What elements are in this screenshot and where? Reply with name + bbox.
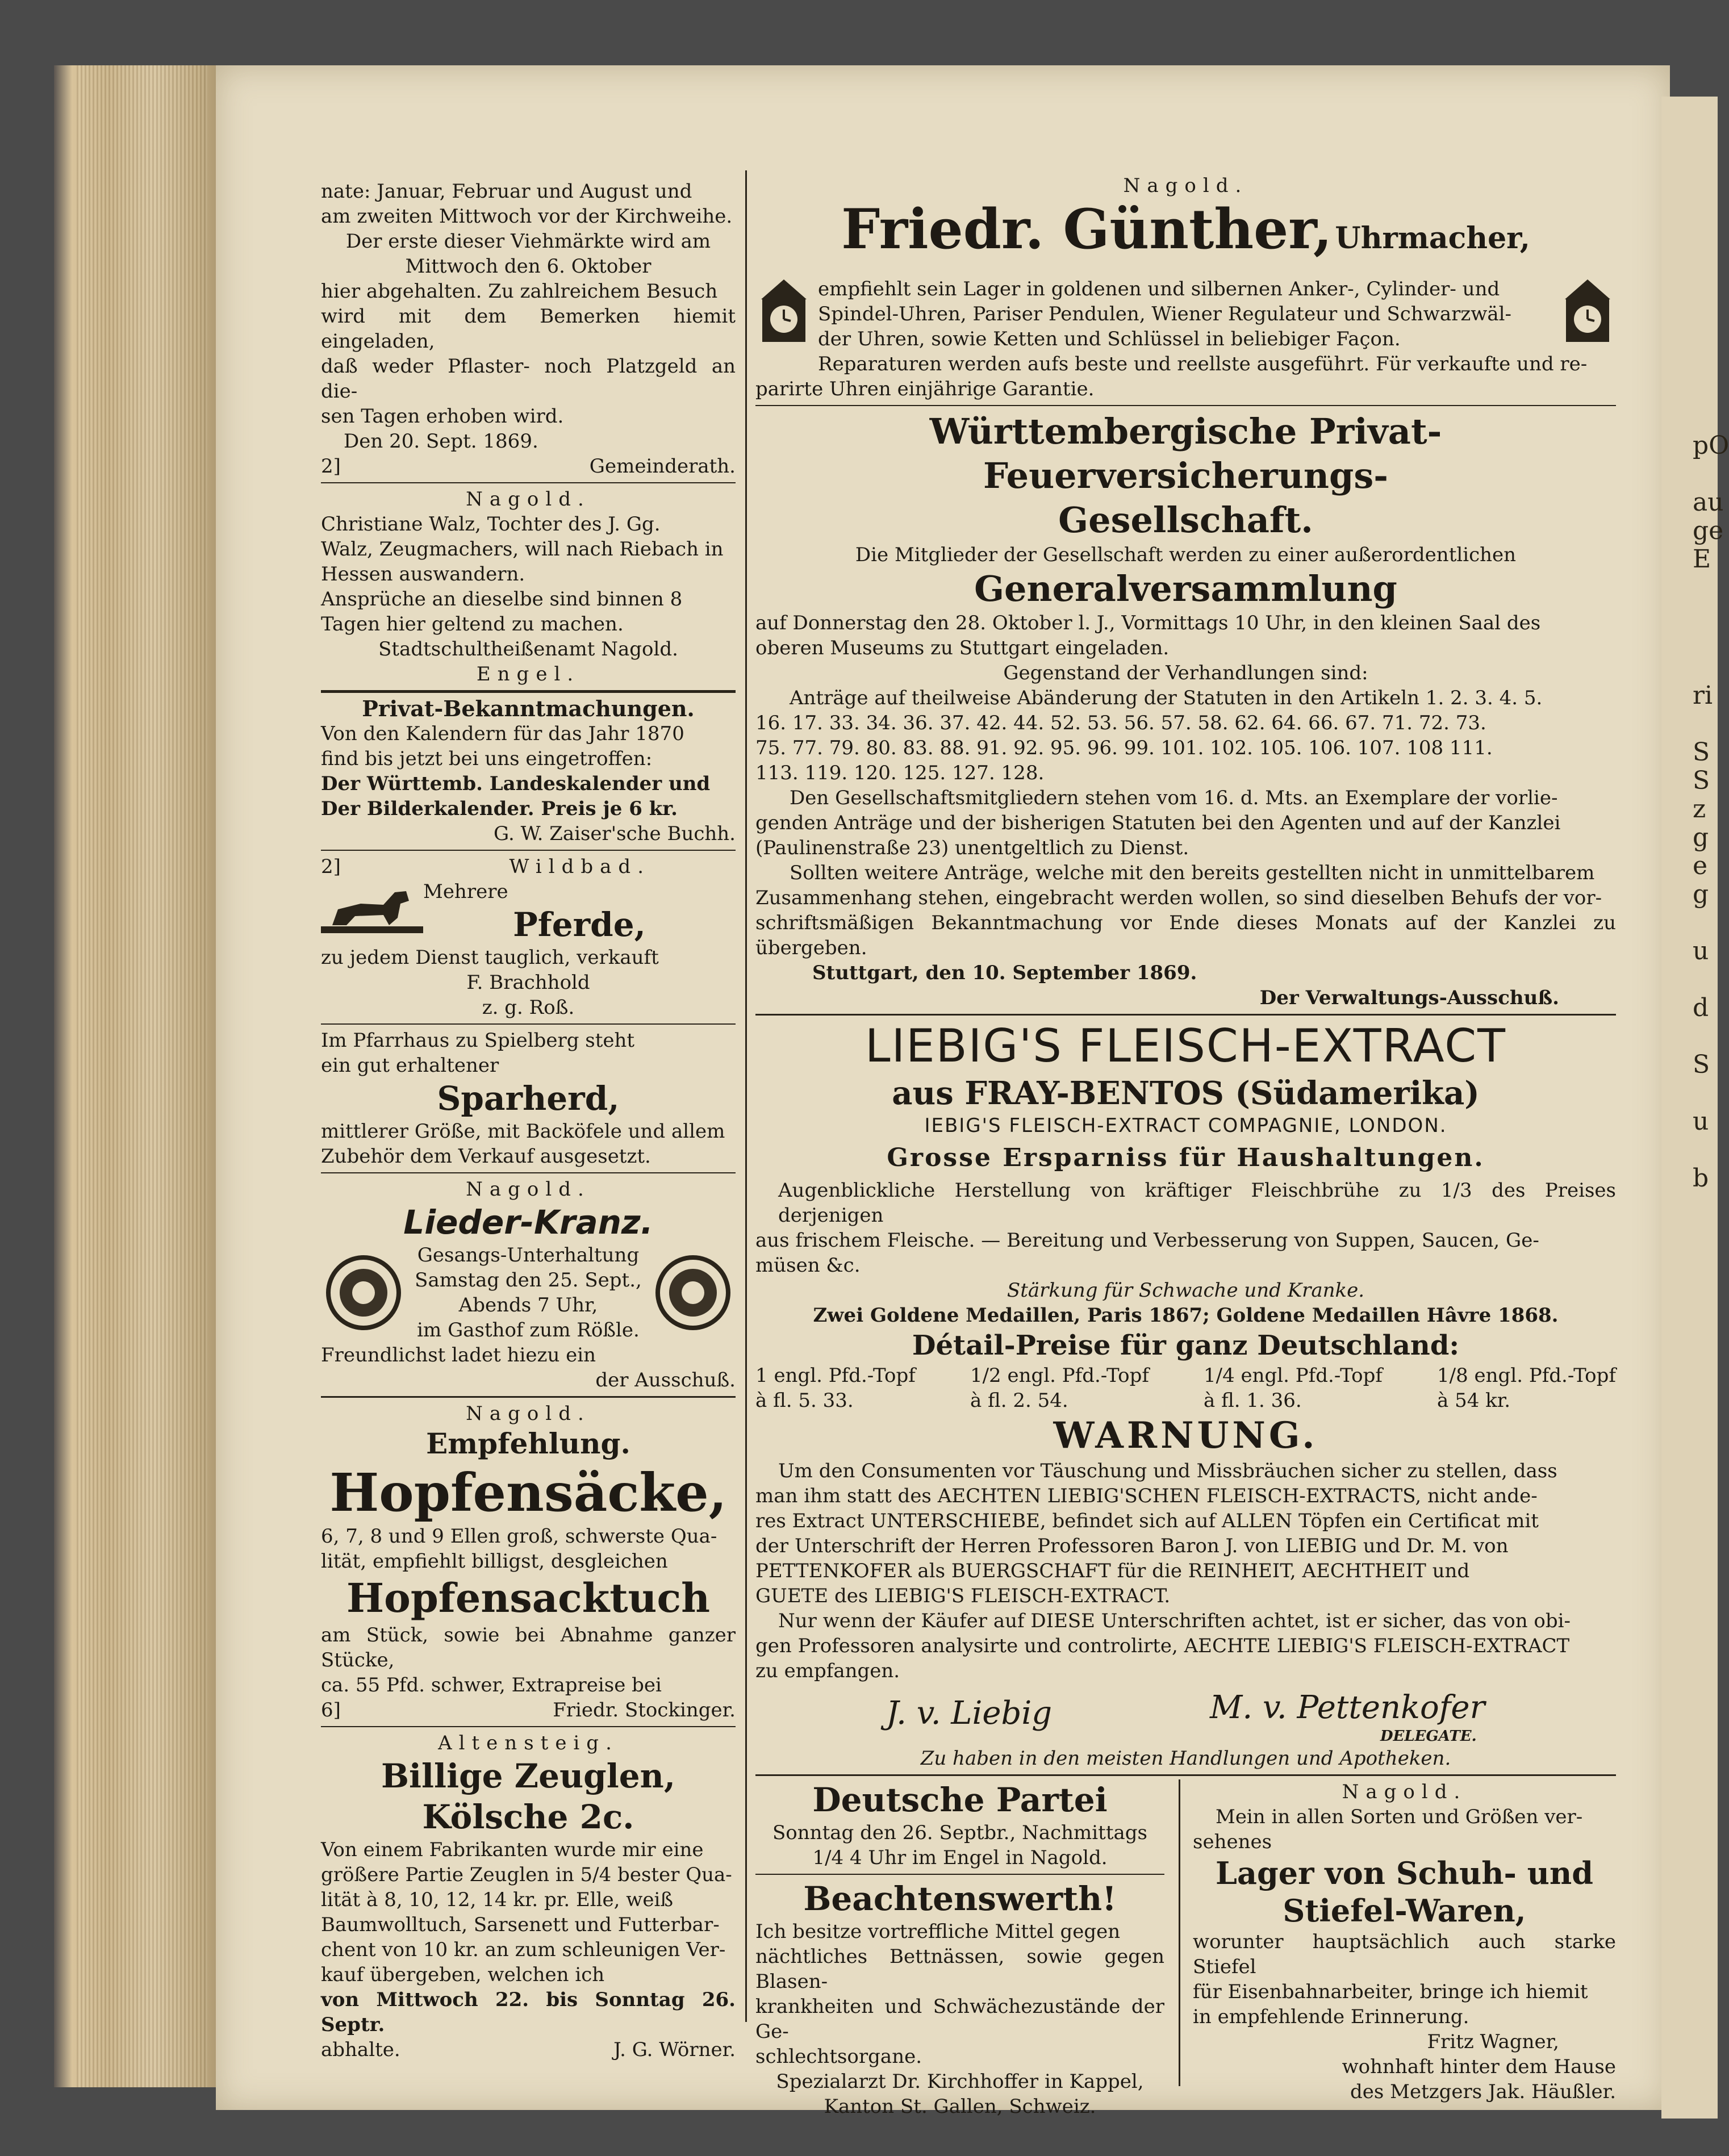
notice-line: Hessen auswandern. <box>321 563 525 586</box>
notice-line: Tagen hier geltend zu machen. <box>321 613 624 636</box>
medal-icon <box>650 1250 736 1335</box>
notice-line: Walz, Zeugmachers, will nach Riebach in <box>321 538 724 561</box>
signer: z. g. Roß. <box>482 996 575 1019</box>
edge-fragment: pO <box>1693 431 1729 460</box>
notice-line: Mein in allen Sorten und Größen ver- <box>1216 1806 1583 1828</box>
notice-line: nate: Januar, Februar und August und <box>321 180 692 203</box>
medal-icon <box>321 1250 406 1335</box>
notice-line: der Uhren, sowie Ketten und Schlüssel in beliebiger Façon. <box>818 328 1401 350</box>
notice-line: Um den Consumenten vor Täuschung und Missbräuchen sicher zu stellen, dass <box>778 1460 1557 1482</box>
price-size: 1/8 engl. Pfd.-Topf <box>1437 1364 1616 1387</box>
place: Wildbad. <box>509 855 650 878</box>
notice-line: Freundlichst ladet hiezu ein <box>321 1344 596 1367</box>
notice-line: oberen Museums zu Stuttgart eingeladen. <box>755 637 1170 659</box>
ad-title: Billige Zeuglen, <box>381 1757 676 1795</box>
section-divider <box>321 1396 736 1398</box>
price-item <box>1204 1363 1383 1413</box>
notice-date: Stuttgart, den 10. September 1869. <box>812 962 1197 984</box>
notice-line: Augenblickliche Herstellung von kräftiger Fleischbrühe zu 1/3 des Preises derjenigen <box>778 1179 1616 1227</box>
notice-line: (Paulinenstraße 23) unentgeltlich zu Dienst. <box>755 837 1189 859</box>
notice-line: für Eisenbahnarbeiter, bringe ich hiemit <box>1193 1980 1588 2003</box>
signer: Der Verwaltungs-Ausschuß. <box>1259 987 1559 1009</box>
ad-title: Kölsche 2c. <box>422 1798 634 1836</box>
notice-line: find bis jetzt bei uns eingetroffen: <box>321 747 653 770</box>
divider <box>755 405 1616 406</box>
notice-line: PETTENKOFER als BUERGSCHAFT für die REINHEIT, AECHTHEIT und <box>755 1560 1470 1582</box>
notice-line: daß weder Pflaster- noch Platzgeld an die- <box>321 355 736 403</box>
notice-line: aus frischem Fleische. — Bereitung und Verbesserung von Suppen, Saucen, Ge- <box>755 1229 1539 1252</box>
notice-line: Der Bilderkalender. Preis je 6 kr. <box>321 797 678 820</box>
edge-fragment: ge <box>1693 516 1724 545</box>
signer: Gemeinderath. <box>589 455 736 478</box>
left-column <box>321 179 736 2062</box>
notice-line: müsen &c. <box>755 1254 861 1277</box>
notice-line: Mittwoch den 6. Oktober <box>405 255 651 278</box>
ad-heading: Détail-Preise für ganz Deutschland: <box>912 1330 1460 1361</box>
edge-fragment: g <box>1693 880 1709 909</box>
watchmaker-ad <box>755 173 1616 402</box>
signer: J. G. Wörner. <box>613 2038 736 2061</box>
signer: Spezialarzt Dr. Kirchhoffer in Kappel, <box>776 2070 1144 2093</box>
ad-title: Sparherd, <box>437 1079 620 1118</box>
notice-line: Die Mitglieder der Gesellschaft werden zu einer außerordentlichen <box>855 544 1517 566</box>
edge-fragment: ri <box>1693 681 1713 710</box>
notice-line: 16. 17. 33. 34. 36. 37. 42. 44. 52. 53. 56. 57. 58. 62. 64. 66. 67. 71. 72. 73. <box>755 712 1486 734</box>
ad-heading: Generalversammlung <box>974 568 1397 609</box>
price-value: à 54 kr. <box>1437 1389 1511 1412</box>
ad-title: Beachtenswerth! <box>803 1879 1117 1918</box>
column-divider <box>745 170 747 2022</box>
clock-icon <box>755 277 812 345</box>
place: Nagold. <box>1342 1781 1467 1803</box>
place: Nagold. <box>466 488 591 511</box>
notice-line: GUETE des LIEBIG'S FLEISCH-EXTRACT. <box>755 1585 1171 1607</box>
divider <box>321 850 736 851</box>
ad-title: Friedr. Günther, <box>841 197 1333 261</box>
signer: Engel. <box>476 663 580 686</box>
ref-mark: 2] <box>321 855 341 878</box>
notice-line: zu empfangen. <box>755 1660 900 1682</box>
horses-ad <box>321 854 736 1020</box>
notice-line: am zweiten Mittwoch vor der Kirchweihe. <box>321 205 733 228</box>
ad-subtitle: aus FRAY-BENTOS (Südamerika) <box>892 1075 1480 1112</box>
delegate-mark: DELEGATE. <box>1380 1728 1477 1745</box>
notice-line: abhalte. <box>321 2038 400 2061</box>
notice-line: auf Donnerstag den 28. Oktober l. J., Vormittags 10 Uhr, in den kleinen Saal des <box>755 612 1541 634</box>
notice-line: Ich besitze vortreffliche Mittel gegen <box>755 1920 1121 1943</box>
stove-ad <box>321 1028 736 1169</box>
edge-fragment: d <box>1693 993 1709 1022</box>
notice-line: genden Anträge und der bisherigen Statuten bei den Agenten und auf der Kanzlei <box>755 812 1561 834</box>
remedy-ad <box>755 1878 1164 2119</box>
ad-title: Lieder-Kranz. <box>403 1203 653 1242</box>
hop-sacks-ad <box>321 1401 736 1723</box>
trade: Uhrmacher, <box>1335 221 1530 256</box>
price-size: 1 engl. Pfd.-Topf <box>755 1364 916 1387</box>
price-value: à fl. 1. 36. <box>1203 1389 1302 1412</box>
notice-line: wird mit dem Bemerken hiemit eingeladen, <box>321 305 736 353</box>
book-binding <box>54 65 236 2087</box>
notice-line: Samstag den 25. Sept., <box>415 1269 642 1292</box>
intro: Mehrere <box>423 880 508 903</box>
edge-fragment: S <box>1693 738 1710 767</box>
edge-fragment: au <box>1693 488 1724 517</box>
section-divider <box>321 690 736 693</box>
price-item <box>755 1363 916 1413</box>
price-size: 1/2 engl. Pfd.-Topf <box>970 1364 1149 1387</box>
place: Nagold. <box>466 1402 591 1425</box>
notice-line: Der erste dieser Viehmärkte wird am <box>345 230 711 253</box>
notice-line: 1/4 4 Uhr im Engel in Nagold. <box>812 1846 1108 1869</box>
price-value: à fl. 5. 33. <box>755 1389 854 1412</box>
notice-line: lität à 8, 10, 12, 14 kr. pr. Elle, weiß <box>321 1888 674 1911</box>
notice-line: Reparaturen werden aufs beste und reellste ausgeführt. Für verkaufte und re- <box>818 353 1588 375</box>
divider <box>755 1874 1164 1875</box>
notice-line: lität, empfiehlt billigst, desgleichen <box>321 1550 668 1573</box>
signer: F. Brachhold <box>466 971 590 994</box>
warning-heading: WARNUNG. <box>1053 1414 1318 1457</box>
office: Stadtschultheißenamt Nagold. <box>378 638 678 661</box>
notice-line: worunter hauptsächlich auch starke Stiefel <box>1193 1931 1616 1978</box>
ad-title: Pferde, <box>513 905 646 944</box>
right-column <box>755 173 1616 2118</box>
notice-line: gen Professoren analysirte und controlirte, AECHTE LIEBIG'S FLEISCH-EXTRACT <box>755 1635 1570 1657</box>
notice-line: man ihm statt des AECHTEN LIEBIG'SCHEN FLEISCH-EXTRACTS, nicht ande- <box>755 1485 1538 1507</box>
notice-line: sen Tagen erhoben wird. <box>321 405 564 428</box>
notice-line: Von den Kalendern für das Jahr 1870 <box>321 722 684 745</box>
ad-title: Hopfensäcke, <box>329 1462 727 1523</box>
company: IEBIG'S FLEISCH-EXTRACT COMPAGNIE, LONDON. <box>924 1114 1447 1137</box>
ref-mark: 6] <box>321 1699 341 1722</box>
ad-title: Württembergische Privat-Feuerversicherungs- <box>929 411 1442 496</box>
notice-line: empfiehlt sein Lager in goldenen und silbernen Anker-, Cylinder- und <box>818 278 1500 300</box>
notice-line: hier abgehalten. Zu zahlreichem Besuch <box>321 280 718 303</box>
edge-fragment: S <box>1693 1050 1710 1079</box>
notice-line: 75. 77. 79. 80. 83. 88. 91. 92. 95. 96. 99. 101. 102. 105. 106. 107. 108 111. <box>755 737 1493 759</box>
notice-line: Zusammenhang stehen, eingebracht werden wollen, so sind dieselben Behufs der vor- <box>755 887 1602 909</box>
cloth-ad <box>321 1731 736 2062</box>
notice-line: der Unterschrift der Herren Professoren Baron J. von LIEBIG und Dr. M. von <box>755 1535 1509 1557</box>
signatures <box>755 1683 1616 1746</box>
notice-line: Christiane Walz, Tochter des J. Gg. <box>321 513 661 536</box>
notice-line: Gegenstand der Verhandlungen sind: <box>1003 662 1368 684</box>
price-item <box>970 1363 1149 1413</box>
ad-heading: Grosse Ersparniss für Haushaltungen. <box>887 1143 1485 1172</box>
edge-fragment: u <box>1693 937 1709 966</box>
notice-line: ca. 55 Pfd. schwer, Extrapreise bei <box>321 1674 662 1697</box>
emigration-notice <box>321 487 736 687</box>
notice-line: Von einem Fabrikanten wurde mir eine <box>321 1839 704 1861</box>
notice-line: Spindel-Uhren, Pariser Pendulen, Wiener Regulateur und Schwarzwäl- <box>818 303 1511 325</box>
signer: Friedr. Stockinger. <box>553 1699 736 1722</box>
signer: des Metzgers Jak. Häußler. <box>1350 2080 1616 2103</box>
notice-line: krankheiten und Schwächezustände der Ge- <box>755 1995 1164 2043</box>
notice-line: chent von 10 kr. an zum schleunigen Ver- <box>321 1938 726 1961</box>
signer: Fritz Wagner, <box>1427 2030 1559 2053</box>
bottom-ads <box>755 1779 1616 2118</box>
price-size: 1/4 engl. Pfd.-Topf <box>1203 1364 1383 1387</box>
notice-line: Abends 7 Uhr, <box>458 1294 598 1317</box>
place: Nagold. <box>1123 174 1248 197</box>
section-heading: Privat-Bekanntmachungen. <box>362 696 695 721</box>
edge-fragment: S <box>1693 766 1710 795</box>
notice-line: Ansprüche an dieselbe sind binnen 8 <box>321 588 683 611</box>
ad-title: Lager von Schuh- und <box>1216 1855 1593 1891</box>
edge-fragment: u <box>1693 1107 1709 1136</box>
notice-line: mittlerer Größe, mit Backöfele und allem <box>321 1120 725 1143</box>
pettenkofer-signature: M. v. Pettenkofer <box>1210 1689 1485 1726</box>
price-list <box>755 1363 1616 1413</box>
notice-date: Den 20. Sept. 1869. <box>344 430 538 453</box>
liebig-ad <box>755 1019 1616 1771</box>
section-divider <box>755 1014 1616 1016</box>
notice-line: 113. 119. 120. 125. 127. 128. <box>755 762 1045 784</box>
notice-line: Den Gesellschaftsmitgliedern stehen vom 16. d. Mts. an Exemplare der vorlie- <box>790 787 1558 809</box>
bottom-left-ads <box>755 1779 1164 2119</box>
signer: der Ausschuß. <box>595 1369 736 1392</box>
notice-line: kauf übergeben, welchen ich <box>321 1963 605 1986</box>
notice-line: Im Pfarrhaus zu Spielberg steht <box>321 1029 635 1052</box>
signer: Kanton St. Gallen, Schweiz. <box>824 2095 1096 2118</box>
notice-line: 6, 7, 8 und 9 Ellen groß, schwerste Qua- <box>321 1525 717 1548</box>
private-notices <box>321 696 736 846</box>
clock-icon <box>1559 277 1616 345</box>
next-page-edge <box>1661 97 1729 2119</box>
divider <box>321 1726 736 1727</box>
notice-line: nächtliches Bettnässen, sowie gegen Blasen- <box>755 1945 1164 1993</box>
divider <box>321 1172 736 1173</box>
notice-line: Sonntag den 26. Septbr., Nachmittags <box>772 1821 1147 1844</box>
notice-line: Nur wenn der Käufer auf DIESE Unterschriften achtet, ist er sicher, das von obi- <box>778 1610 1571 1632</box>
notice-line: Anträge auf theilweise Abänderung der Statuten in den Artikeln 1. 2. 3. 4. 5. <box>790 687 1543 709</box>
notice-line: Baumwolltuch, Sarsenett und Futterbar- <box>321 1913 720 1936</box>
edge-fragment: b <box>1693 1164 1709 1193</box>
divider <box>321 482 736 483</box>
horse-icon <box>321 887 423 938</box>
notice-line: schriftsmäßigen Bekanntmachung vor Ende dieses Monats auf der Kanzlei zu übergeben. <box>755 912 1616 959</box>
notice-line: res Extract UNTERSCHIEBE, befindet sich auf ALLEN Töpfen ein Certificat mit <box>755 1510 1539 1532</box>
column-divider <box>1179 1779 1180 2086</box>
notice-line: Zubehör dem Verkauf ausgesetzt. <box>321 1145 651 1168</box>
divider <box>321 1023 736 1025</box>
notice-line: sehenes <box>1193 1831 1272 1853</box>
notice-line: im Gasthof zum Rößle. <box>417 1319 640 1342</box>
edge-fragment: E <box>1693 545 1711 574</box>
footer: Zu haben in den meisten Handlungen und Apotheken. <box>920 1747 1451 1770</box>
ad-title: Deutsche Partei <box>812 1781 1108 1819</box>
ad-title: Gesellschaft. <box>1058 499 1313 541</box>
notice-line: ein gut erhaltener <box>321 1054 499 1077</box>
ad-heading: Empfehlung. <box>426 1427 630 1460</box>
place: Nagold. <box>466 1178 591 1201</box>
tagline: Stärkung für Schwache und Kranke. <box>1007 1279 1365 1302</box>
notice-line: Gesangs-Unterhaltung <box>417 1244 640 1267</box>
ad-title: LIEBIG'S FLEISCH-EXTRACT <box>865 1019 1506 1072</box>
notice-line: von Mittwoch 22. bis Sonntag 26. Septr. <box>321 1988 736 2036</box>
insurance-notice <box>755 410 1616 1010</box>
ad-title: Hopfensacktuch <box>346 1574 710 1622</box>
notice-line: Sollten weitere Anträge, welche mit den bereits gestellten nicht in unmittelbarem <box>790 862 1595 884</box>
edge-fragment: z <box>1693 795 1706 824</box>
notice-line: parirte Uhren einjährige Garantie. <box>755 378 1095 400</box>
ref-mark: 2] <box>321 455 341 478</box>
place: Altensteig. <box>438 1732 619 1754</box>
party-notice <box>755 1779 1164 1870</box>
edge-fragment: g <box>1693 823 1709 852</box>
notice-line: in empfehlende Erinnerung. <box>1193 2005 1469 2028</box>
notice-line: zu jedem Dienst tauglich, verkauft <box>321 946 659 969</box>
signer: wohnhaft hinter dem Hause <box>1342 2055 1616 2078</box>
notice-line: schlechtsorgane. <box>755 2045 922 2068</box>
medals: Zwei Goldene Medaillen, Paris 1867; Goldene Medaillen Hâvre 1868. <box>813 1304 1559 1327</box>
section-divider <box>755 1774 1616 1776</box>
ad-title: Stiefel-Waren, <box>1283 1892 1526 1929</box>
cattle-market-notice <box>321 179 736 479</box>
choir-ad <box>321 1177 736 1393</box>
price-value: à fl. 2. 54. <box>970 1389 1068 1412</box>
price-item <box>1437 1363 1616 1413</box>
notice-line: größere Partie Zeuglen in 5/4 bester Qua- <box>321 1863 732 1886</box>
liebig-signature: J. v. Liebig <box>886 1695 1053 1732</box>
notice-line: Der Württemb. Landeskalender und <box>321 772 711 795</box>
edge-fragment: e <box>1693 851 1708 880</box>
shoes-ad <box>1193 1779 1616 2104</box>
notice-line: am Stück, sowie bei Abnahme ganzer Stücke, <box>321 1624 736 1672</box>
signer: G. W. Zaiser'sche Buchh. <box>494 822 736 845</box>
